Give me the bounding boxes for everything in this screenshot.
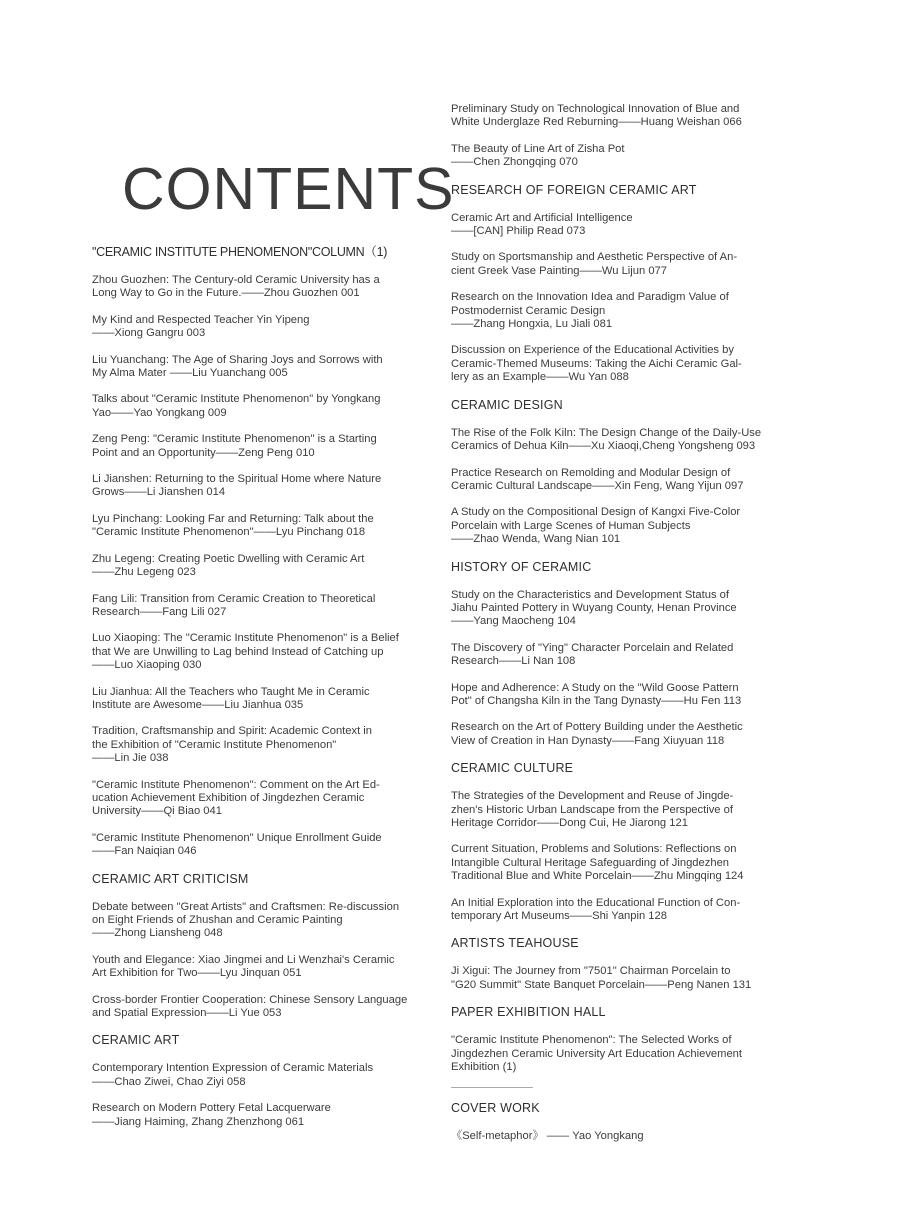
toc-entry-line: Ceramic-Themed Museums: Taking the Aichi Ceramic Gal- [451,357,742,370]
toc-entry[interactable] [92,393,397,420]
toc-entry-line: A Study on the Compositional Design of Kangxi Five-Color [451,506,741,519]
toc-entry-line: Long Way to Go in the Future.——Zhou Guozhen 001 [92,287,360,300]
toc-entry[interactable] [92,274,397,301]
toc-entry[interactable] [451,467,761,494]
toc-entry[interactable] [451,143,761,170]
toc-entry-line: "Ceramic Institute Phenomenon" Unique Enrollment Guide [92,831,382,844]
section-heading: PAPER EXHIBITION HALL [451,1005,606,1020]
toc-entry-line: ——Luo Xiaoping 030 [92,659,202,672]
toc-entry-line: Grows——Li Jianshen 014 [92,486,226,499]
toc-entry-line: Heritage Corridor——Dong Cui, He Jiarong 121 [451,817,688,829]
toc-entry[interactable] [92,433,397,460]
toc-entry-line: Research on Modern Pottery Fetal Lacquerware [92,1102,331,1115]
toc-entry-line: The Beauty of Line Art of Zisha Pot [451,142,625,155]
toc-entry-line: White Underglaze Red Reburning——Huang Weishan 066 [451,116,742,129]
toc-entry-line: Yao——Yao Yongkang 009 [92,406,227,419]
toc-entry-line: Ji Xigui: The Journey from "7501" Chairman Porcelain to [451,965,731,978]
cover-heading: COVER WORK [451,1101,540,1116]
toc-entry[interactable] [92,954,397,981]
toc-entry[interactable] [451,965,761,992]
toc-entry-line: ——Yang Maocheng 104 [451,615,576,628]
section-heading: CERAMIC CULTURE [451,761,574,776]
divider [451,1087,533,1088]
toc-entry-line: Jiahu Painted Pottery in Wuyang County, Henan Province [451,601,737,614]
toc-entry[interactable] [92,1062,397,1089]
page-title: CONTENTS [122,156,455,222]
toc-entry-line: ——[CAN] Philip Read 073 [451,225,586,238]
section-heading: HISTORY OF CERAMIC [451,559,592,574]
toc-entry-line: and Spatial Expression——Li Yue 053 [92,1007,282,1020]
toc-entry-line: Talks about "Ceramic Institute Phenomenon" by Yongkang [92,393,381,406]
section-heading: "CERAMIC INSTITUTE PHENOMENON"COLUMN（1) [92,245,388,259]
toc-entry-line: that We are Unwilling to Lag behind Instead of Catching up [92,645,384,658]
toc-entry-line: Porcelain with Large Scenes of Human Subjects [451,519,691,532]
toc-entry-line: Luo Xiaoping: The "Ceramic Institute Phenomenon" is a Belief [92,632,399,645]
toc-entry-line: My Kind and Respected Teacher Yin Yipeng [92,313,310,326]
toc-entry-line: My Alma Mater ——Liu Yuanchang 005 [92,367,288,380]
left-column [92,245,408,1142]
toc-entry[interactable] [451,251,761,278]
toc-entry[interactable] [92,779,397,819]
toc-entry-line: ——Jiang Haiming, Zhang Zhenzhong 061 [92,1115,305,1128]
toc-entry[interactable] [92,900,400,941]
toc-entry[interactable] [451,427,761,454]
toc-entry[interactable] [451,1034,761,1074]
toc-entry-line: ——Zhao Wenda, Wang Nian 101 [451,533,621,546]
toc-entry-line: lery as an Example——Wu Yan 088 [451,371,629,384]
toc-entry[interactable] [451,344,761,384]
toc-entry[interactable] [451,721,761,748]
toc-entry-line: Research on the Art of Pottery Building under the Aesthetic [451,721,743,734]
right-column [451,103,761,1157]
toc-entry[interactable] [451,506,761,546]
toc-entry-line: ——Xiong Gangru 003 [92,327,206,340]
toc-entry[interactable] [92,1102,397,1129]
section-heading: CERAMIC ART [92,1033,180,1048]
toc-entry-line: "Ceramic Institute Phenomenon": The Selected Works of [451,1034,732,1047]
toc-entry-line: Research——Fang Lili 027 [92,605,227,618]
toc-entry-line: zhen's Historic Urban Landscape from the Perspective of [451,803,733,816]
toc-entry[interactable] [92,314,397,341]
toc-entry[interactable] [92,513,397,540]
toc-entry-line: Practice Research on Remolding and Modular Design of [451,466,731,479]
toc-entry-line: ——Zhong Liansheng 048 [92,927,223,940]
toc-entry-line: Research on the Innovation Idea and Paradigm Value of [451,291,729,304]
toc-entry-line: the Exhibition of "Ceramic Institute Phenomenon" [92,738,337,751]
toc-entry-line: ——Chen Zhongqing 070 [451,156,578,169]
toc-entry[interactable] [451,843,761,883]
toc-entry-line: ——Zhu Legeng 023 [92,566,196,579]
toc-entry-line: Liu Jianhua: All the Teachers who Taught Me in Ceramic [92,685,370,698]
toc-entry[interactable] [92,632,397,672]
toc-entry-line: ——Fan Naiqian 046 [92,845,197,858]
toc-entry-line: Zeng Peng: "Ceramic Institute Phenomenon" is a Starting [92,433,377,446]
toc-entry-line: Debate between "Great Artists" and Craftsmen: Re-discussion [92,900,400,913]
toc-entry[interactable] [92,993,408,1021]
toc-entry-line: An Initial Exploration into the Educational Function of Con- [451,896,741,909]
toc-entry-line: Zhou Guozhen: The Century-old Ceramic University has a [92,274,380,286]
toc-entry-line: ——Zhang Hongxia, Lu Jiali 081 [451,318,613,331]
toc-entry-line: ucation Achievement Exhibition of Jingdezhen Ceramic [92,791,365,804]
toc-entry-line: Preliminary Study on Technological Innovation of Blue and [451,103,740,115]
toc-entry-line: "Ceramic Institute Phenomenon": Comment on the Art Ed- [92,778,380,791]
toc-entry-line: Contemporary Intention Expression of Ceramic Materials [92,1062,374,1075]
toc-entry-line: Lyu Pinchang: Looking Far and Returning: Talk about the [92,512,374,525]
toc-entry-line: Ceramic Cultural Landscape——Xin Feng, Wang Yijun 097 [451,479,744,492]
toc-entry[interactable] [92,354,397,381]
toc-entry-line: cient Greek Vase Painting——Wu Lijun 077 [451,264,667,277]
toc-entry-line: Fang Lili: Transition from Ceramic Creation to Theoretical [92,592,376,605]
toc-entry-line: The Rise of the Folk Kiln: The Design Change of the Daily-Use [451,426,762,439]
toc-entry[interactable] [451,897,761,924]
toc-entry-line: Research——Li Nan 108 [451,655,576,668]
toc-entry[interactable] [451,212,761,239]
toc-entry-line: The Strategies of the Development and Reuse of Jingde- [451,790,734,803]
toc-entry-line: Study on the Characteristics and Development Status of [451,588,729,601]
toc-entry[interactable] [92,473,397,500]
toc-entry-line: University——Qi Biao 041 [92,805,222,818]
toc-entry-line: Discussion on Experience of the Educational Activities by [451,344,734,357]
section-heading: CERAMIC DESIGN [451,397,563,412]
toc-entry-line: Study on Sportsmanship and Aesthetic Perspective of An- [451,251,738,264]
toc-entry-line: Cross-border Frontier Cooperation: Chinese Sensory Language [92,993,408,1006]
toc-entry-line: Youth and Elegance: Xiao Jingmei and Li Wenzhai's Ceramic [92,953,395,966]
toc-entry[interactable] [92,832,397,859]
toc-entry-line: Zhu Legeng: Creating Poetic Dwelling with Ceramic Art [92,552,365,565]
toc-entry-line: Jingdezhen Ceramic University Art Education Achievement [451,1047,743,1060]
toc-entry-line: Tradition, Craftsmanship and Spirit: Academic Context in [92,725,373,738]
toc-entry-line: Intangible Cultural Heritage Safeguarding of Jingdezhen [451,856,730,869]
toc-entry[interactable] [451,291,761,331]
toc-entry-line: View of Creation in Han Dynasty——Fang Xiuyuan 118 [451,734,725,747]
toc-entry[interactable] [92,725,397,765]
section-heading: ARTISTS TEAHOUSE [451,936,579,951]
toc-entry-line: Traditional Blue and White Porcelain——Zhu Mingqing 124 [451,870,744,883]
toc-entry-line: Institute are Awesome——Liu Jianhua 035 [92,698,304,711]
cover-work-text: 《Self-metaphor》 —— Yao Yongkang [451,1130,644,1143]
toc-entry-line: ——Lin Jie 038 [92,752,169,765]
toc-entry-line: on Eight Friends of Zhushan and Ceramic Painting [92,914,343,926]
toc-entry[interactable] [92,686,397,713]
toc-entry[interactable] [451,589,761,629]
toc-entry[interactable] [451,682,761,709]
toc-entry[interactable] [92,553,397,580]
toc-entry-line: Hope and Adherence: A Study on the "Wild Goose Pattern [451,681,739,694]
toc-entry-line: Ceramics of Dehua Kiln——Xu Xiaoqi,Cheng Yongsheng 093 [451,440,756,453]
toc-entry-line: The Discovery of "Ying" Character Porcelain and Related [451,641,734,654]
toc-entry-line: Li Jianshen: Returning to the Spiritual Home where Nature [92,473,382,486]
toc-entry-line: "Ceramic Institute Phenomenon"——Lyu Pinchang 018 [92,526,366,539]
section-heading: RESEARCH OF FOREIGN CERAMIC ART [451,182,697,197]
toc-entry[interactable] [92,593,397,620]
toc-entry-line: ——Chao Ziwei, Chao Ziyi 058 [92,1075,246,1088]
toc-entry-line: "G20 Summit" State Banquet Porcelain——Peng Nanen 131 [451,978,752,991]
toc-entry[interactable] [451,790,761,830]
toc-entry-line: Postmodernist Ceramic Design [451,304,606,317]
toc-entry-line: Art Exhibition for Two——Lyu Jinquan 051 [92,967,302,980]
toc-entry[interactable] [451,103,761,130]
toc-entry-line: Ceramic Art and Artificial Intelligence [451,211,633,224]
toc-entry-line: Point and an Opportunity——Zeng Peng 010 [92,446,315,459]
toc-entry-line: Exhibition (1) [451,1061,517,1074]
section-heading: CERAMIC ART CRITICISM [92,871,249,886]
toc-entry[interactable] [451,642,761,669]
toc-entry-line: Current Situation, Problems and Solutions: Reflections on [451,843,737,856]
toc-entry-line: Liu Yuanchang: The Age of Sharing Joys and Sorrows with [92,353,383,366]
toc-entry-line: Pot" of Changsha Kiln in the Tang Dynasty——Hu Fen 113 [451,694,742,707]
toc-entry-line: temporary Art Museums——Shi Yanpin 128 [451,910,667,923]
